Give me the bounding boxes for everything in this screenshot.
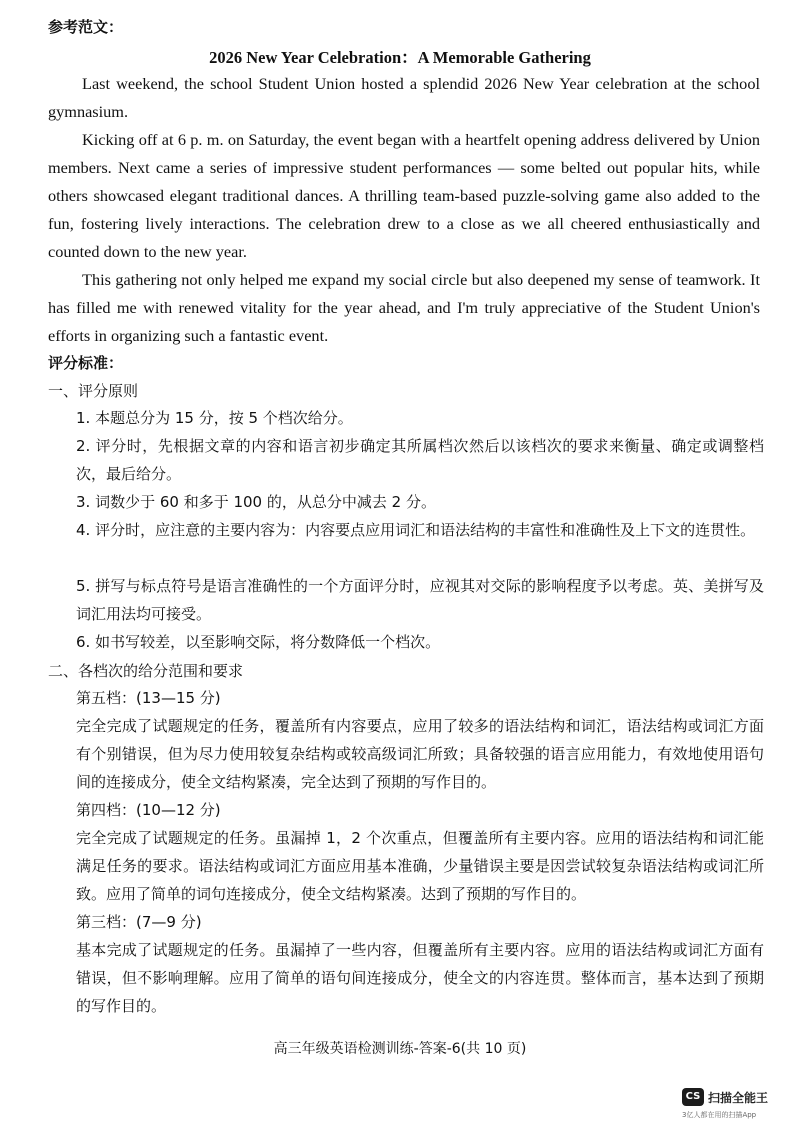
page-footer: 高三年级英语检测训练-答案-6(共 10 页) (273, 1041, 527, 1057)
rule-item-2: 2. 评分时，先根据文章的内容和语言初步确定其所属档次然后以该档次的要求来衡量、确定或调整档次，最后给分。 (76, 437, 764, 483)
essay-title: 2026 New Year Celebration：A Memorable Gathering (209, 48, 591, 67)
scanner-watermark (682, 1086, 786, 1124)
rule-item-5: 5. 拼写与标点符号是语言准确性的一个方面评分时，应视其对交际的影响程度予以考虑。英、美拼写及词汇用法均可接受。 (76, 577, 764, 623)
essay-paragraph-1: Last weekend, the school Student Union hosted a splendid 2026 New Year celebration at the school gymnasium. (48, 74, 760, 121)
level-3-description: 基本完成了试题规定的任务。虽漏掉了一些内容，但覆盖所有主要内容。应用的语法结构或词汇方面有错误，但不影响理解。应用了简单的语句间连接成分，使全文的内容连贯。整体而言，基本达到了预期的写作目的。 (76, 941, 764, 1015)
essay-paragraph-2: Kicking off at 6 p. m. on Saturday, the event began with a heartfelt opening address delivered by Union members. Next came a series of impressive student performances — some belted out popular hits, while others showcased elegant traditional dances. A thrilling team-based puzzle-solving game also added to the fun, fostering lively interactions. The celebration drew to a close as we all cheered enthusiastically and counted down to the new year. (48, 130, 760, 261)
section-1-heading: 一、评分原则 (48, 382, 139, 400)
level-4-description: 完全完成了试题规定的任务。虽漏掉 1，2 个次重点，但覆盖所有主要内容。应用的语法结构和词汇能满足任务的要求。语法结构或词汇方面应用基本准确，少量错误主要是因尝试较复杂语法结构或词汇所致。应用了简单的词句连接成分，使全文结构紧凑。达到了预期的写作目的。 (76, 829, 764, 903)
rule-item-4: 4. 评分时，应注意的主要内容为：内容要点应用词汇和语法结构的丰富性和准确性及上下文的连贯性。 (76, 521, 756, 539)
level-3-title: 第三档：(7—9 分) (76, 913, 202, 931)
watermark-tagline: 3亿人都在用的扫描App (682, 1111, 757, 1119)
rule-item-1: 1. 本题总分为 15 分，按 5 个档次给分。 (76, 409, 353, 427)
section-2-heading: 二、各档次的给分范围和要求 (48, 662, 244, 680)
level-5-description: 完全完成了试题规定的任务，覆盖所有内容要点，应用了较多的语法结构和词汇，语法结构或词汇方面有个别错误，但为尽力使用较复杂结构或较高级词汇所致；具备较强的语言应用能力，有效地使用语句间的连接成分，使全文结构紧凑，完全达到了预期的写作目的。 (76, 717, 764, 791)
rule-item-6: 6. 如书写较差，以至影响交际，将分数降低一个档次。 (76, 633, 441, 651)
camscanner-logo-icon: CS (682, 1088, 704, 1106)
level-4-title: 第四档：(10—12 分) (76, 801, 221, 819)
rule-item-3: 3. 词数少于 60 和多于 100 的，从总分中减去 2 分。 (76, 493, 436, 511)
essay-paragraph-3: This gathering not only helped me expand my social circle but also deepened my sense of teamwork. It has filled me with renewed vitality for the year ahead, and I'm truly appreciative of the Student Union's efforts in organizing such a fantastic event. (48, 270, 760, 345)
level-5-title: 第五档：(13—15 分) (76, 689, 221, 707)
reference-essay-label: 参考范文： (48, 18, 124, 36)
watermark-app-name: 扫描全能王 (708, 1091, 769, 1105)
rubric-label: 评分标准： (48, 354, 124, 372)
